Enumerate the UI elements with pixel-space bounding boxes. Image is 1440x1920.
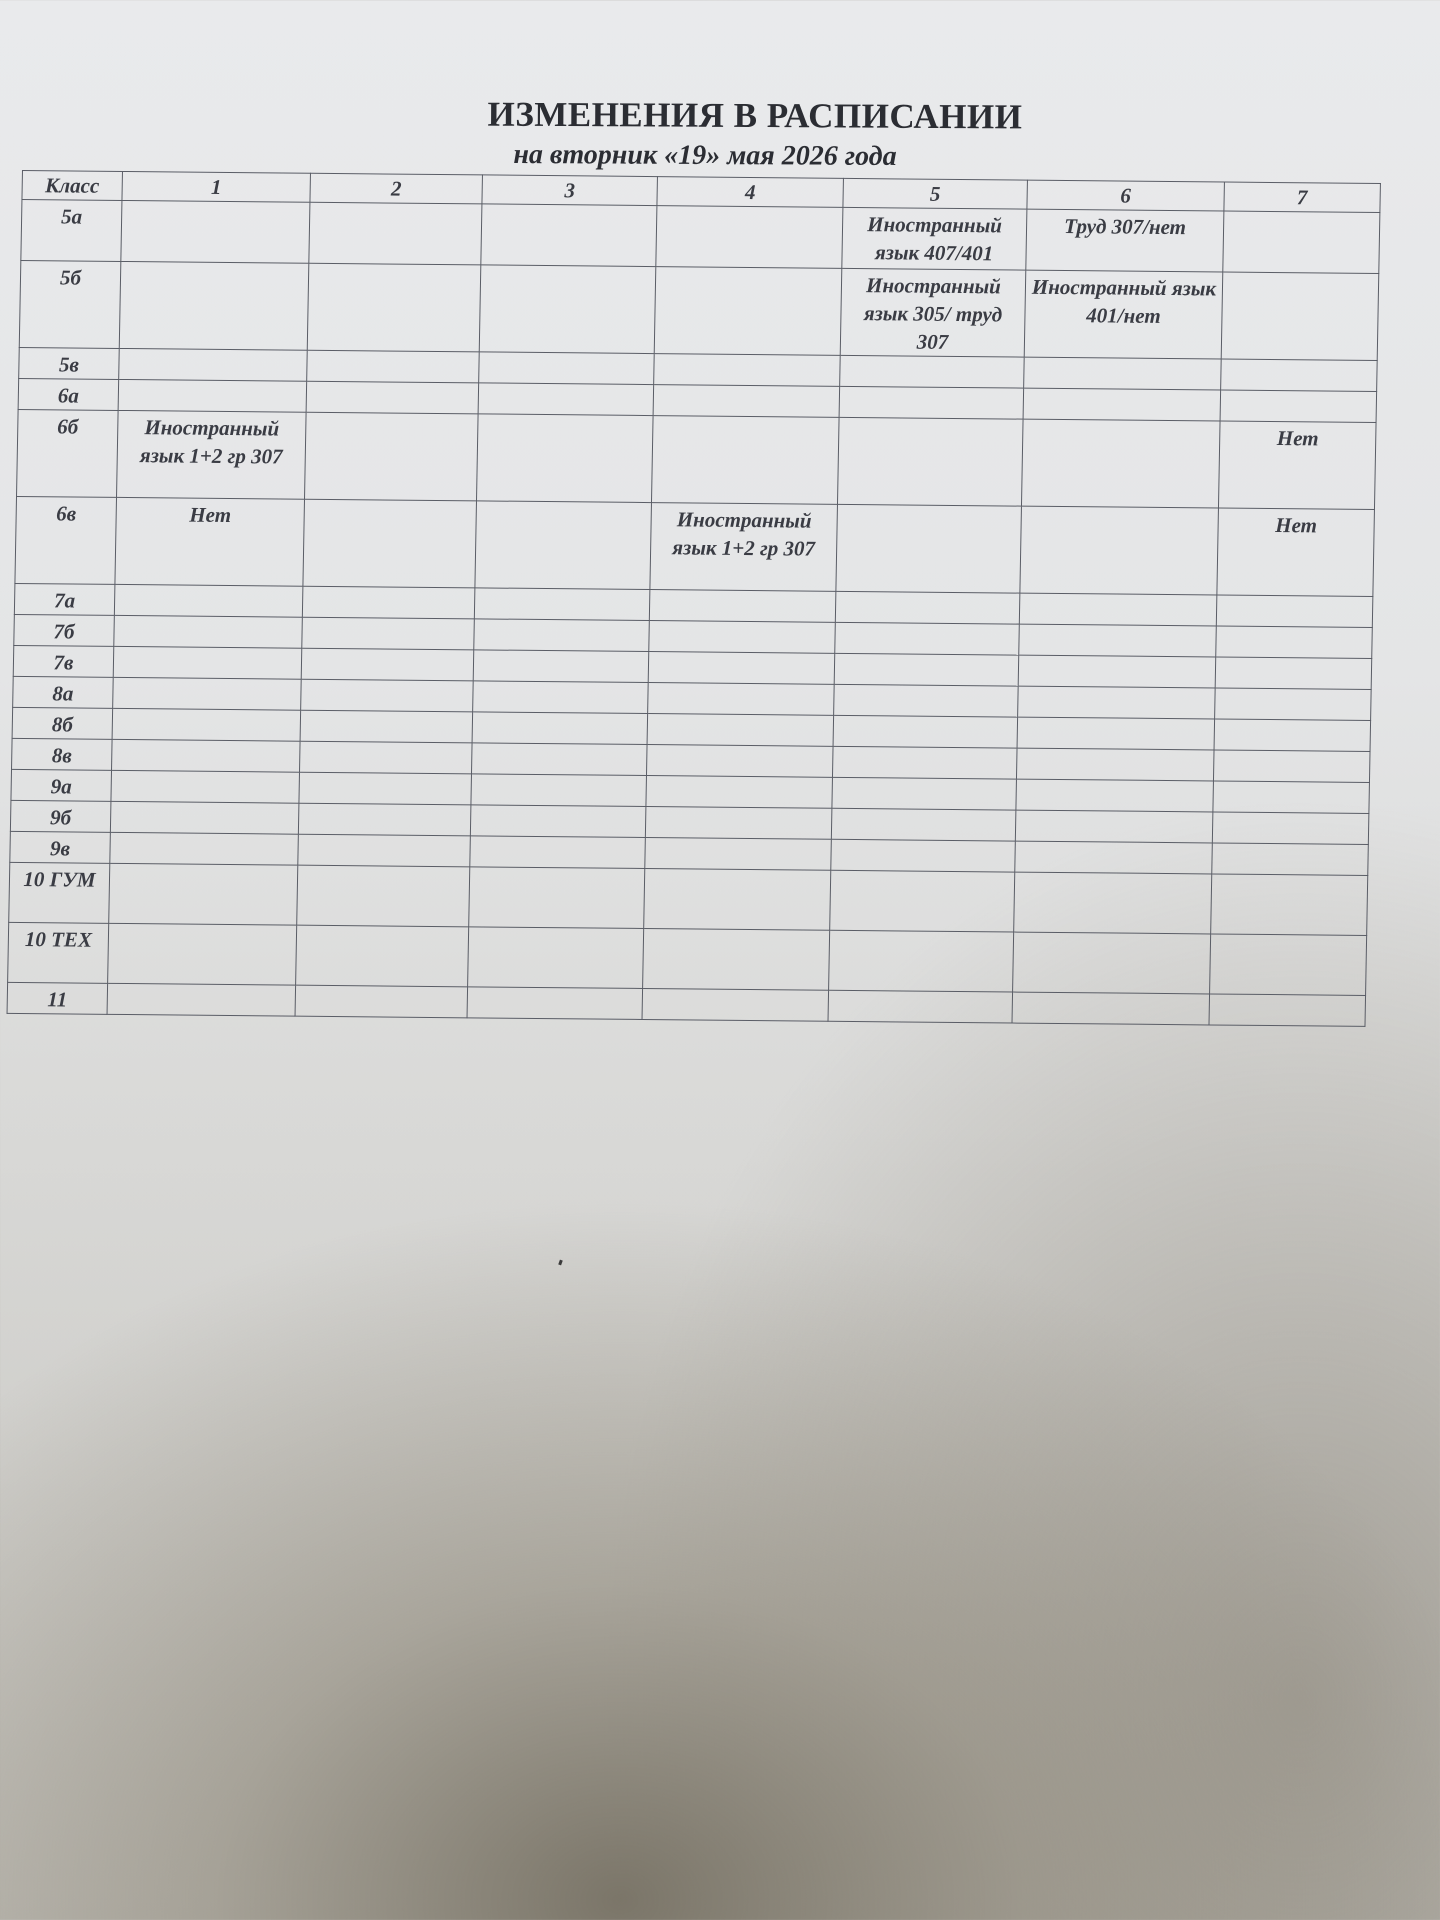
lesson-cell bbox=[108, 923, 297, 985]
class-cell: 10 ТЕХ bbox=[8, 922, 109, 983]
lesson-cell bbox=[651, 416, 839, 505]
lesson-cell bbox=[653, 385, 840, 418]
lesson-cell bbox=[474, 619, 650, 652]
class-cell: 5а bbox=[21, 200, 122, 262]
lesson-cell bbox=[648, 652, 835, 685]
class-cell: 6а bbox=[18, 378, 119, 410]
lesson-cell bbox=[1023, 388, 1221, 421]
lesson-cell bbox=[1223, 211, 1380, 273]
lesson-cell bbox=[114, 615, 303, 648]
lesson-cell bbox=[648, 683, 835, 716]
lesson-cell bbox=[1213, 781, 1370, 813]
lesson-cell bbox=[111, 770, 300, 803]
paper-speck bbox=[558, 1260, 563, 1266]
lesson-cell bbox=[473, 650, 649, 683]
class-cell: 10 ГУМ bbox=[9, 862, 110, 923]
lesson-cell bbox=[109, 863, 298, 925]
lesson-cell bbox=[114, 584, 303, 617]
lesson-cell bbox=[1212, 812, 1369, 844]
lesson-cell bbox=[833, 715, 1018, 748]
lesson-cell bbox=[306, 381, 479, 414]
lesson-cell bbox=[647, 714, 834, 747]
lesson-cell bbox=[644, 869, 831, 931]
header-lesson-7: 7 bbox=[1224, 182, 1381, 212]
lesson-cell bbox=[831, 839, 1016, 872]
table-row bbox=[15, 496, 1375, 596]
lesson-cell bbox=[646, 745, 833, 778]
lesson-cell bbox=[836, 504, 1022, 593]
lesson-cell bbox=[478, 383, 654, 416]
lesson-cell bbox=[654, 267, 842, 356]
lesson-cell bbox=[468, 927, 644, 989]
lesson-cell bbox=[646, 776, 833, 809]
lesson-cell bbox=[1015, 841, 1213, 874]
lesson-cell bbox=[112, 708, 301, 741]
lesson-cell bbox=[832, 777, 1017, 810]
lesson-cell bbox=[645, 838, 832, 871]
lesson-cell bbox=[1215, 688, 1372, 720]
lesson-cell bbox=[469, 867, 645, 929]
lesson-cell bbox=[837, 417, 1023, 506]
header-lesson-3: 3 bbox=[482, 175, 658, 206]
lesson-cell bbox=[467, 987, 643, 1020]
lesson-cell bbox=[1012, 992, 1210, 1025]
lesson-cell bbox=[834, 653, 1019, 686]
lesson-cell bbox=[1017, 717, 1215, 750]
lesson-cell: Иностранный язык 305/ труд 307 bbox=[840, 268, 1026, 357]
lesson-cell bbox=[832, 746, 1017, 779]
lesson-cell bbox=[107, 983, 296, 1016]
lesson-cell bbox=[297, 865, 470, 927]
lesson-cell bbox=[831, 808, 1016, 841]
document-title: ИЗМЕНЕНИЯ В РАСПИСАНИИ bbox=[487, 94, 1023, 137]
class-cell: 9в bbox=[10, 831, 111, 863]
class-cell: 6в bbox=[15, 496, 117, 584]
lesson-cell bbox=[307, 263, 481, 352]
lesson-cell bbox=[1019, 624, 1217, 657]
lesson-cell bbox=[1020, 506, 1219, 595]
lesson-cell bbox=[1024, 357, 1222, 390]
lesson-cell bbox=[110, 801, 299, 834]
lesson-cell bbox=[1212, 843, 1369, 875]
lesson-cell bbox=[118, 379, 307, 412]
lesson-cell: Труд 307/нет bbox=[1026, 209, 1224, 272]
lesson-cell bbox=[1214, 719, 1371, 751]
header-lesson-6: 6 bbox=[1027, 180, 1225, 211]
lesson-cell bbox=[298, 834, 471, 867]
lesson-cell bbox=[301, 679, 474, 712]
class-cell: 7в bbox=[13, 645, 114, 677]
class-cell: 7б bbox=[14, 614, 115, 646]
class-cell: 5в bbox=[19, 347, 120, 379]
header-lesson-1: 1 bbox=[122, 171, 311, 202]
lesson-cell bbox=[473, 681, 649, 714]
lesson-cell bbox=[476, 414, 653, 503]
lesson-cell bbox=[645, 807, 832, 840]
lesson-cell bbox=[1216, 595, 1373, 627]
lesson-cell bbox=[839, 386, 1024, 419]
lesson-cell bbox=[1216, 626, 1373, 658]
lesson-cell bbox=[1021, 419, 1220, 508]
lesson-cell bbox=[479, 265, 656, 354]
lesson-cell bbox=[840, 355, 1025, 388]
class-cell: 8а bbox=[13, 676, 114, 708]
lesson-cell bbox=[470, 805, 646, 838]
lesson-cell: Нет bbox=[1218, 421, 1376, 509]
lesson-cell: Иностранный язык 401/нет bbox=[1024, 270, 1223, 359]
lesson-cell bbox=[305, 412, 479, 501]
lesson-cell bbox=[1209, 994, 1366, 1026]
header-lesson-2: 2 bbox=[310, 173, 483, 204]
lesson-cell bbox=[472, 712, 648, 745]
lesson-cell bbox=[470, 836, 646, 869]
lesson-cell bbox=[112, 739, 301, 772]
lesson-cell bbox=[471, 743, 647, 776]
lesson-cell bbox=[829, 930, 1014, 992]
table-row bbox=[17, 409, 1377, 509]
lesson-cell bbox=[299, 772, 472, 805]
lesson-cell bbox=[834, 684, 1019, 717]
lesson-cell: Нет bbox=[115, 497, 305, 586]
lesson-cell bbox=[643, 929, 830, 991]
class-cell: 9а bbox=[11, 769, 112, 801]
lesson-cell bbox=[1016, 748, 1214, 781]
lesson-cell: Иностранный язык 1+2 гр 307 bbox=[117, 410, 307, 499]
lesson-cell bbox=[1210, 934, 1367, 995]
lesson-cell bbox=[110, 832, 299, 865]
lesson-cell bbox=[481, 204, 657, 267]
schedule-changes-table bbox=[7, 170, 1381, 1027]
lesson-cell bbox=[475, 501, 652, 590]
header-lesson-4: 4 bbox=[657, 177, 844, 208]
lesson-cell bbox=[835, 591, 1020, 624]
lesson-cell bbox=[830, 870, 1015, 932]
lesson-cell bbox=[296, 925, 469, 987]
lesson-cell bbox=[654, 354, 841, 387]
lesson-cell bbox=[119, 348, 308, 381]
lesson-cell bbox=[1019, 593, 1217, 626]
class-cell: 5б bbox=[19, 260, 121, 348]
lesson-cell bbox=[835, 622, 1020, 655]
lesson-cell: Нет bbox=[1217, 508, 1375, 596]
table-row bbox=[19, 260, 1379, 360]
lesson-cell bbox=[1018, 686, 1216, 719]
lesson-cell bbox=[113, 677, 302, 710]
schedule-table-wrapper bbox=[7, 170, 1380, 1027]
lesson-cell bbox=[642, 988, 829, 1021]
lesson-cell: Иностранный язык 1+2 гр 307 bbox=[650, 503, 838, 592]
class-cell: 7а bbox=[14, 583, 115, 615]
class-cell: 11 bbox=[7, 982, 108, 1014]
header-lesson-5: 5 bbox=[843, 178, 1028, 209]
lesson-cell bbox=[301, 648, 474, 681]
lesson-cell bbox=[307, 350, 480, 383]
class-cell: 9б bbox=[10, 800, 111, 832]
class-cell: 6б bbox=[17, 409, 119, 497]
lesson-cell bbox=[295, 985, 468, 1018]
lesson-cell bbox=[309, 202, 482, 265]
lesson-cell bbox=[1213, 750, 1370, 782]
document-subtitle: на вторник «19» мая 2026 года bbox=[513, 138, 897, 173]
lesson-cell bbox=[1221, 272, 1379, 360]
lesson-cell bbox=[1013, 932, 1211, 994]
lesson-cell bbox=[302, 617, 475, 650]
lesson-cell bbox=[471, 774, 647, 807]
lesson-cell bbox=[121, 200, 310, 263]
class-cell: 8в bbox=[12, 738, 113, 770]
lesson-cell bbox=[1014, 872, 1212, 934]
lesson-cell bbox=[1211, 874, 1368, 935]
lesson-cell bbox=[656, 206, 843, 269]
lesson-cell bbox=[113, 646, 302, 679]
lesson-cell bbox=[1221, 359, 1378, 391]
lesson-cell bbox=[474, 588, 650, 621]
lesson-cell bbox=[1215, 657, 1372, 689]
lesson-cell bbox=[1220, 390, 1377, 422]
lesson-cell bbox=[1018, 655, 1216, 688]
lesson-cell bbox=[300, 710, 473, 743]
lesson-cell bbox=[1016, 779, 1214, 812]
lesson-cell bbox=[828, 990, 1013, 1023]
lesson-cell: Иностранный язык 407/401 bbox=[842, 207, 1027, 270]
lesson-cell bbox=[479, 352, 655, 385]
lesson-cell bbox=[649, 621, 836, 654]
header-class: Класс bbox=[22, 171, 123, 201]
lesson-cell bbox=[303, 499, 477, 588]
lesson-cell bbox=[302, 586, 475, 619]
lesson-cell bbox=[298, 803, 471, 836]
lesson-cell bbox=[649, 590, 836, 623]
class-cell: 8б bbox=[12, 707, 113, 739]
lesson-cell bbox=[1015, 810, 1213, 843]
lesson-cell bbox=[119, 261, 309, 350]
lesson-cell bbox=[300, 741, 473, 774]
